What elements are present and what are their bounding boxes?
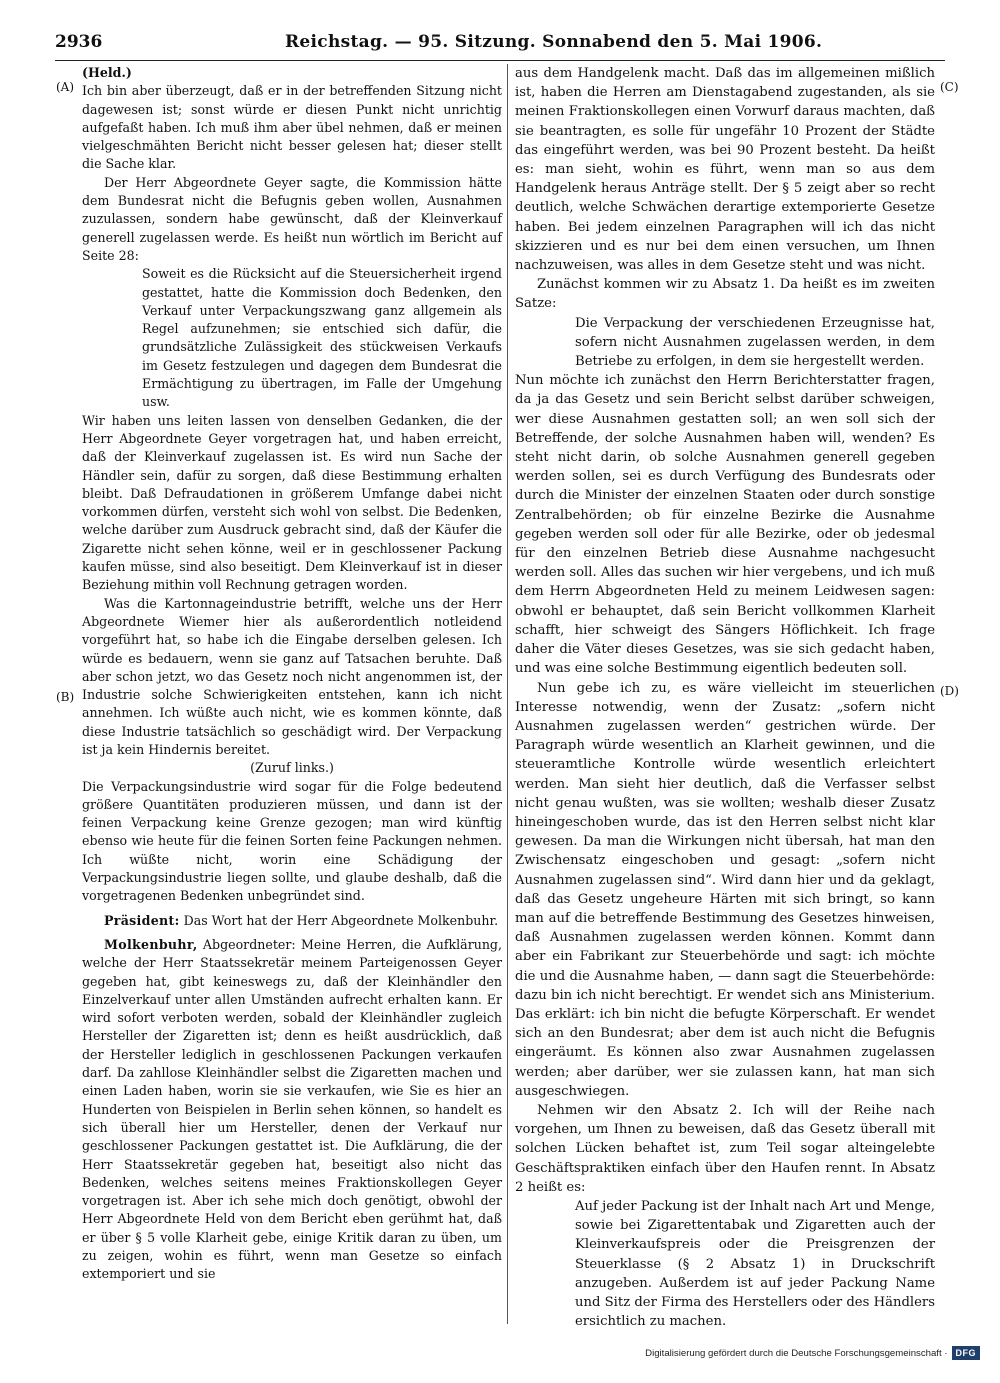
paragraph: Zunächst kommen wir zu Absatz 1. Da heißt es im zweiten Satze: xyxy=(515,277,935,312)
paragraph: Was die Kartonnageindustrie betrifft, welche uns der Herr Abgeordnete Wiemer hier als außerordentlich notleidend vorgeführt hat, so habe ich die Eingabe derselben gelesen. Ich würde es bedauern, wenn sie ganz auf Tatsachen beruhte. Daß aber schon jetzt, wo das Gesetz noch nicht angenommen ist, der Industrie solche Schwierigkeiten entstehen, kann ich nicht annehmen. Ich wüßte auch nicht, wie es kommen könnte, daß diese Industrie tatsächlich so geschädigt wird. Der Verpackung ist ja kein Hindernis bereitet. xyxy=(82,595,502,757)
page-title: Reichstag. — 95. Sitzung. Sonnabend den 5. Mai 1906. xyxy=(285,32,823,52)
margin-marker-b: (B) xyxy=(56,690,75,704)
speaker-name: Molkenbuhr, xyxy=(104,936,198,952)
paragraph: Nun möchte ich zunächst den Herrn Berichterstatter fragen, da ja das Gesetz und sein Bericht selbst darüber schweigen, wer diese Ausnahmen gestatten soll; an wen soll sich der Betreffende, der solche Ausnahmen haben will, wenden? Es steht nicht darin, ob solche Ausnahmen generell gegeben werden sollen, sei es durch Verfügung des Bundesrats oder durch die Minister der einzelnen Staaten oder durch sonstige Zentralbehörden; ob für einzelne Bezirke die Ausnahme gegeben werden soll oder für alle Bezirke, oder ob jedesmal für den einzelnen Betrieb diese Ausnahme nachgesucht werden soll. Alles das suchen wir hier vergebens, und ich muß dem Herrn Abgeordneten Held zu meinem Leidwesen sagen: obwohl er behauptet, daß sein Bericht vollkommen Klarheit schafft, hier schweigt des Sängers Höflichkeit. Ich frage daher die Väter dieses Gesetzes, was sie sich gedacht haben, und was eine solche Bestimmung eigentlich bedeuten soll. xyxy=(515,373,935,677)
right-column xyxy=(515,64,935,1331)
dfg-logo: DFG xyxy=(952,1346,981,1360)
margin-marker-d: (D) xyxy=(940,684,959,698)
page-number: 2936 xyxy=(55,32,103,52)
speaker-text: Das Wort hat der Herr Abgeordnete Molkenbuhr. xyxy=(179,912,499,928)
margin-marker-a: (A) xyxy=(56,80,75,94)
footer-text: Digitalisierung gefördert durch die Deutsche Forschungsgemeinschaft · xyxy=(645,1347,948,1359)
paragraph: Nun gebe ich zu, es wäre vielleicht im steuerlichen Interesse notwendig, wenn der Zusatz: „sofern nicht Ausnahmen zugelassen werden“ gestrichen würde. Der Paragraph würde wesentlich an Klarheit gewinnen, und die steueramtliche Kontrolle würde wesentlich erleichtert werden. Man sieht hier deutlich, daß die Verfasser selbst nicht genau wußten, was sie wollten; weshalb dieser Zusatz hineingeschoben wurde, das ist den Herren selbst nicht klar gewesen. Da man die Wirkungen nicht übersah, hat man den Zwischensatz eingeschoben und gesagt: „sofern nicht Ausnahmen zugelassen sind“. Wird dann hier und da geklagt, daß das Gesetz ungeheure Härten mit sich bringt, so kann man auf die betreffende Bestimmung des Gesetzes hinweisen, daß Ausnahmen zugelassen werden können. Kommt dann aber ein Fabrikant zur Steuerbehörde und sagt: ich möchte die und die Ausnahme haben, — dann sagt die Steuerbehörde: dazu bin ich nicht berechtigt. Er wendet sich ans Ministerium. Das erklärt: ich bin nicht die befugte Körperschaft. Er wendet sich an den Bundesrat; aber dem ist auch nicht die Befugnis eingeräumt. Es können also zwar Ausnahmen zugelassen werden; aber darüber, wer sie zulassen kann, hat man sich ausgeschwiegen. xyxy=(515,680,935,1099)
footer-credit xyxy=(645,1343,980,1363)
paragraph: Nehmen wir den Absatz 2. Ich will der Reihe nach vorgehen, um Ihnen zu beweisen, daß das Gesetz überall mit solchen Lücken behaftet ist, zum Teil sogar alteingelebte Geschäftspraktiken einfach über den Haufen rennt. In Absatz 2 heißt es: xyxy=(515,1102,935,1195)
block-quote: Soweit es die Rücksicht auf die Steuersicherheit irgend gestattet, hatte die Kommission doch Bedenken, den Verkauf unter Verpackungszwang ganz allgemein als Regel aufzunehmen; sie entschied sich dafür, die grundsätzliche Zulässigkeit des stückweisen Verkaufs im Gesetz festzulegen und dagegen dem Bundesrat die Ermächtigung zu übertragen, im Falle der Umgehung usw. xyxy=(142,266,502,410)
block-quote: Die Verpackung der verschiedenen Erzeugnisse hat, sofern nicht Ausnahmen zugelassen werden, in dem Betriebe zu erfolgen, in dem sie hergestellt werden. xyxy=(575,315,935,370)
column-divider xyxy=(507,64,508,1324)
president-statement xyxy=(82,912,502,930)
paragraph: Der Herr Abgeordnete Geyer sagte, die Kommission hätte dem Bundesrat nicht die Befugnis geben wollen, Ausnahmen zuzulassen, sondern habe gewünscht, daß der Kleinverkauf generell zugelassen werde. Es heißt nun wörtlich im Bericht auf Seite 28: xyxy=(82,174,502,263)
left-column xyxy=(82,64,502,1284)
margin-marker-c: (C) xyxy=(940,80,959,94)
paragraph: aus dem Handgelenk macht. Daß das im allgemeinen mißlich ist, haben die Herren am Dienstagabend zugestanden, als sie meinen Fraktionskollegen einen Vorwurf daraus machten, daß sie beantragten, es solle für ungefähr 10 Prozent der Städte das eingeführt werden, was bei 90 Prozent besteht. Da heißt es: man sieht, wohin es führt, wenn man so aus dem Handgelenk heraus Anträge stellt. Der § 5 zeigt aber so recht deutlich, welche Schwächen derartige extemporierte Gesetze haben. Bei jedem einzelnen Paragraphen will ich das nicht skizzieren und es nur bei dem einen versuchen, um Ihnen nachzuweisen, was alles in dem Gesetze steht und was nicht. xyxy=(515,66,935,274)
speaker-tag: (Held.) xyxy=(82,65,132,80)
paragraph: Die Verpackungsindustrie wird sogar für die Folge bedeutend größere Quantitäten produzieren müssen, und dann ist der feinen Verpackung keine Grenze gezogen; man wird künftig ebenso wie heute für die feinen Sorten feine Packungen nehmen. Ich wüßte nicht, worin eine Schädigung der Verpackungsindustrie liegen sollte, und glaube deshalb, daß die vorgetragenen Bedenken unbegründet sind. xyxy=(82,778,502,904)
paragraph: Ich bin aber überzeugt, daß er in der betreffenden Sitzung nicht dagewesen ist; sonst würde er diesen Punkt nicht unrichtig aufgefaßt haben. Ich muß ihm aber übel nehmen, daß er meinen vielgeschmähten Bericht nicht besser gelesen hat; dieser stellt die Sache klar. xyxy=(82,83,502,172)
interjection: (Zuruf links.) xyxy=(250,760,334,776)
speaker-name: Präsident: xyxy=(104,912,180,928)
molkenbuhr-speech xyxy=(82,936,502,1284)
speaker-text: Abgeordneter: Meine Herren, die Aufklärung, welche der Herr Staatssekretär meinem Parteigenossen Geyer gegeben hat, gibt keineswegs zu, daß der Kleinhändler den Einzelverkauf unter allen Umständen aufrecht erhalten kann. Er wird sofort verboten werden, sobald der Kleinhändler zugleich Hersteller der Zigaretten ist; denn es heißt ausdrücklich, daß der Hersteller lediglich in geschlossenen Packungen verkaufen darf. Da zahllose Kleinhändler selbst die Zigaretten machen und einen Laden haben, worin sie sie verkaufen, wie Sie es hier an Hunderten von Beispielen in Berlin sehen können, so handelt es sich überall hier um Hersteller, denen der Verkauf nur geschlossener Packungen gestattet ist. Die Aufklärung, die der Herr Staatssekretär gegeben hat, beseitigt also nicht das Bedenken, welches seitens meines Fraktionskollegen Geyer vorgetragen ist. Aber ich sehe mich doch genötigt, obwohl der Herr Abgeordnete Held von dem Bericht eben gerühmt hat, daß er über § 5 volle Klarheit gebe, einige Kritik daran zu üben, um zu zeigen, wohin es führt, wenn man Gesetze so einfach extemporiert und sie xyxy=(82,936,502,1282)
paragraph: Wir haben uns leiten lassen von denselben Gedanken, die der Herr Abgeordnete Geyer vorgetragen hat, und haben erreicht, daß der Kleinverkauf zugelassen ist. Es wird nun Sache der Händler sein, dafür zu sorgen, daß diese Bestimmung erhalten bleibt. Daß Defraudationen in größerem Umfange dabei nicht vorkommen dürfen, versteht sich wohl von selbst. Die Bedenken, welche darüber zum Ausdruck gebracht sind, daß der Käufer die Zigarette nicht sehen könne, weil er in geschlossener Packung kaufen müsse, sind also beseitigt. Dem Kleinverkauf ist in dieser Beziehung mithin voll Rechnung getragen worden. xyxy=(82,412,502,593)
header-rule xyxy=(55,60,945,61)
block-quote: Auf jeder Packung ist der Inhalt nach Art und Menge, sowie bei Zigarettentabak und Zigaretten auch der Kleinverkaufspreis oder die Preisgrenzen der Steuerklasse (§ 2 Absatz 1) in Druckschrift anzugeben. Außerdem ist auf jeder Packung Name und Sitz der Firma des Herstellers oder des Händlers ersichtlich zu machen. xyxy=(575,1198,935,1330)
page-header xyxy=(55,32,945,58)
